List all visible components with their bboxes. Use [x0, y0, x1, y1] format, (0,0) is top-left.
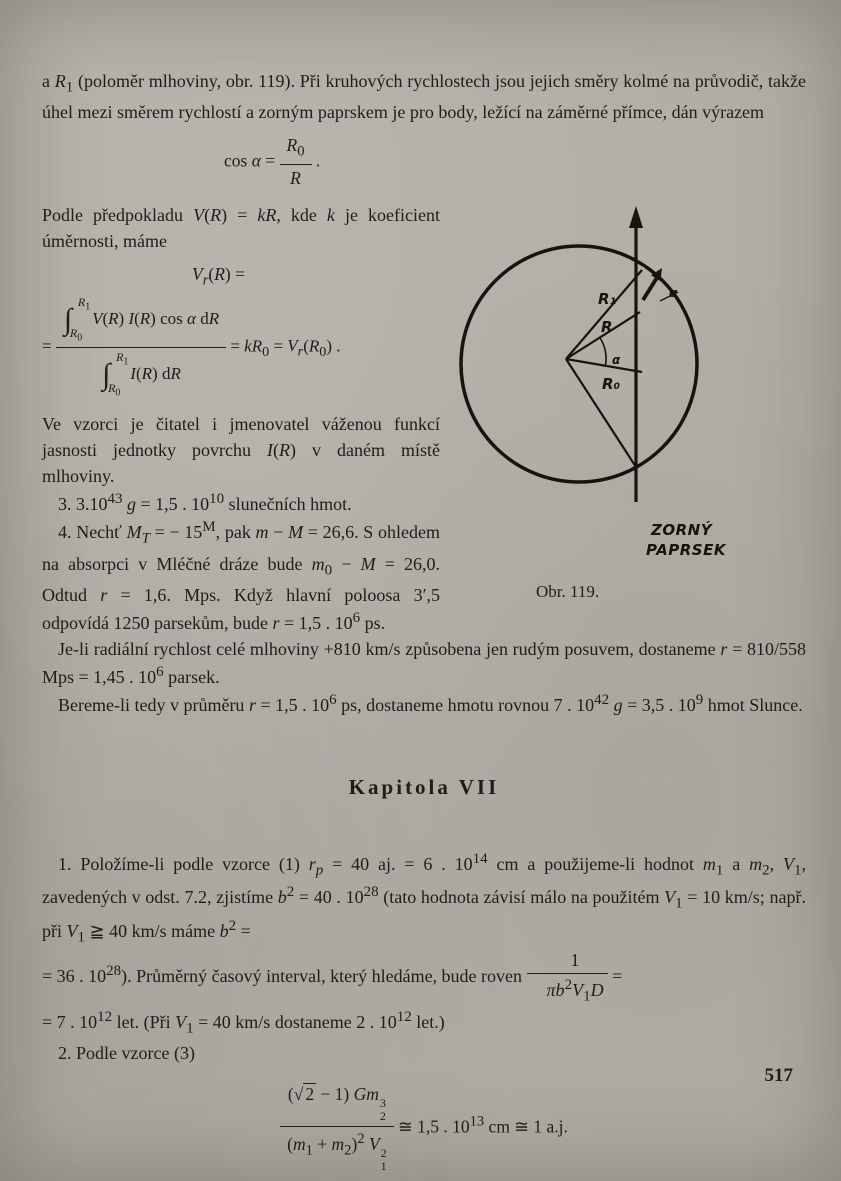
figure-label-alpha-arrow: α: [669, 286, 678, 301]
equation-integral: = ∫ $R_1$ $R_0$ V(R) I(R) cos α dR ∫ $R_1$ $R_0$ I(R) dR = $kR_0 = V_r(R_0)$ .: [42, 294, 341, 399]
velocity-arrow: [643, 276, 658, 300]
figure-obr-119: [454, 204, 806, 605]
paragraph-jeli: Je-li radiální rychlost celé mlhoviny +810 km/s způsobena jen rudým posuvem, dostaneme r = 810/558 Mps = 1,45 . $10^6$ parsek.: [42, 639, 807, 688]
nebula-circle: [461, 246, 697, 482]
equation-cos-alpha: cos α = $\frac{R_0}{R}$ .: [224, 135, 321, 189]
answer-item-2-kap7: 2. Podle vzorce (3): [58, 1043, 195, 1064]
figure-drawing: [454, 204, 806, 564]
answer-item-4: 4. Nechť $M_T$ = − $15^M$, pak m − M = 26,6. S ohledem na absorpci v Mléčné dráze bude $m_0 - M = 26,0$. Odtud r = 1,6. Mps. Když hlavní poloosa 3′,5 odpovídá 1250 parsekům, bude r = 1,5 . $10^6$ ps.: [42, 519, 441, 633]
figure-label-r: R: [601, 318, 613, 337]
chapter-heading: Kapitola VII: [348, 775, 500, 800]
paragraph-bereme: Bereme-li tedy v průměru r = 1,5 . $10^6$ ps, dostaneme hmotu rovnou 7 . $10^{42}$ g = 3,5 . $10^9$ hmot Slunce.: [58, 692, 803, 716]
figure-label-r1: R₁: [598, 290, 617, 309]
radius-line-lower: [566, 359, 636, 467]
figure-label-r0: R₀: [602, 375, 621, 394]
answer-item-1-kap7: 1. Položíme-li podle vzorce (1) $r_p = 40$ aj. = 6 . $10^{14}$ cm a použijeme-li hodnot $m_1$ a $m_2$, $V_1$, zavedených v odst. 7.2, zjistíme $b^2 = 40$ . $10^{28}$ (tato hodnota závisí málo na použitém $V_1 = 10$ km/s; např. při $V_1$ ≧ 40 km/s máme $b^2$ = = 36 . $10^{28}$). Průměrný časový interval, který hledáme, bude roven $\frac{1}{\pi b^2V_1D}$ = = 7 . $10^{12}$ let. (Při $V_1 = 40$ km/s dostaneme 2 . $10^{12}$ let.): [42, 850, 807, 1037]
equation-final: (√ 2 − 1) Gm 3 2 $(m_1 + m_2)^2$ V 2 1 ≅ 1,5 . $10^{13}$ cm ≅ 1 a.j.: [42, 1084, 806, 1173]
sight-line-arrowhead-icon: [629, 206, 643, 228]
sight-line-label-1: ZORNÝ: [651, 521, 713, 540]
sight-line-label-2: PAPRSEK: [646, 541, 726, 560]
paragraph-intro: a $R_1$ (poloměr mlhoviny, obr. 119). Při kruhových rychlostech jsou jejich směry kolmé na průvodič, takže úhel mezi směrem rychlostí a zorným paprskem je pro body, ležící na záměrné přímce, dán výrazem: [42, 71, 806, 123]
page-number: 517: [764, 1065, 793, 1086]
radius-line-r0: [566, 359, 642, 372]
figure-caption: Obr. 119.: [536, 582, 600, 602]
page-content: [42, 68, 806, 1181]
answer-item-3: 3. 3.10$^{43}$ g = 1,5 . $10^{10}$ slunečních hmot.: [58, 491, 352, 515]
figure-label-alpha-vertex: α: [612, 353, 621, 368]
paragraph-podle: Podle předpokladu V(R) = kR, kde k je koeficient úměrnosti, máme: [42, 205, 440, 252]
paragraph-vzorec: Ve vzorci je čitatel i jmenovatel váženou funkcí jasnosti jednotky povrchu I(R) v daném místě mlhoviny.: [42, 413, 440, 487]
alpha-angle-arc: [600, 338, 606, 366]
equation-vr: $V_r(R)$ =: [192, 264, 245, 289]
